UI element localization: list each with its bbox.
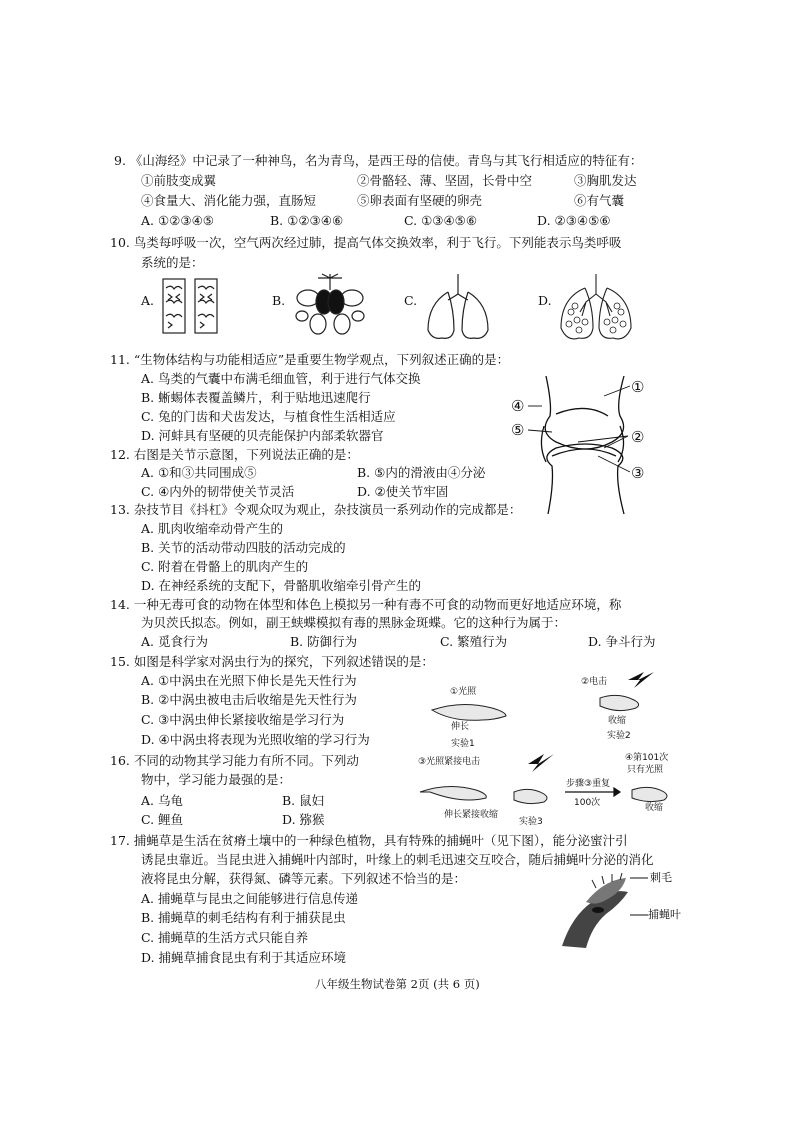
q17-option-a: A. 捕蝇草与昆虫之间能够进行信息传递 <box>141 891 358 906</box>
q16-option-d: D. 猕猴 <box>282 812 325 827</box>
q16-option-c: C. 鲤鱼 <box>141 812 184 827</box>
q15-option-d: D. ④中涡虫将表现为光照收缩的学习行为 <box>141 732 370 747</box>
q17-option-b: B. 捕蝇草的刺毛结构有利于捕获昆虫 <box>141 910 346 925</box>
q15-exp3-title: ③光照紧接电击 <box>418 757 481 767</box>
q13-stem: 13. 杂技节目《抖杠》令观众叹为观止，杂技演员一系列动作的完成都是： <box>110 502 522 517</box>
q14-option-a: A. 觅食行为 <box>141 634 208 649</box>
q11-stem: 11. “生物体结构与功能相适应”是重要生物学观点，下列叙述正确的是： <box>110 352 510 367</box>
q10-figure-d-mammal-lungs <box>557 272 635 346</box>
q9-option-a: A. ①②③④⑤ <box>141 213 215 228</box>
q15-stem: 15. 如图是科学家对涡虫行为的探究，下列叙述错误的是： <box>110 654 434 669</box>
q14-stem-line1: 14. 一种无毒可食的动物在体型和体色上模拟另一种有毒不可食的动物而更好地适应环境，称 <box>110 597 622 612</box>
q11-option-c: C. 兔的门齿和犬齿发达，与植食性生活相适应 <box>141 409 396 424</box>
q15-exp2-title: ②电击 <box>581 677 608 687</box>
q12-stem: 12. 右图是关节示意图，下列说法正确的是： <box>110 447 359 462</box>
q14-stem-line2: 为贝茨氏拟态。例如，副王蛱蝶模拟有毒的黑脉金斑蝶。它的这种行为属于： <box>141 615 567 630</box>
q14-option-b: B. 防御行为 <box>290 634 358 649</box>
q11-option-d: D. 河蚌具有坚硬的贝壳能保护内部柔软器官 <box>141 428 384 443</box>
q16-option-b: B. 鼠妇 <box>282 793 325 808</box>
q12-option-b: B. ⑤内的滑液由④分泌 <box>357 465 486 480</box>
q10-stem-line2: 系统的是： <box>141 255 204 270</box>
q16-stem-line1: 16. 不同的动物其学习能力有所不同。下列动 <box>110 753 359 768</box>
q15-exp1-title: ①光照 <box>450 687 477 697</box>
q12-option-c: C. ④内外的韧带使关节灵活 <box>141 484 295 499</box>
q9-item-5: ⑤卵表面有坚硬的卵壳 <box>357 193 483 208</box>
q12-label-1: ① <box>631 378 645 396</box>
q15-exp4-title-1: ④第101次 <box>625 753 669 763</box>
q17-stem-line2: 诱昆虫靠近。当昆虫进入捕蝇叶内部时，叶缘上的刺毛迅速交互咬合，随后捕蝇叶分泌的消化 <box>141 852 654 867</box>
q9-stem: 9. 《山海经》中记录了一种神鸟，名为青鸟，是西王母的信使。青鸟与其飞行相适应的特征有： <box>114 153 643 168</box>
q12-label-2: ② <box>631 428 645 446</box>
q13-option-b: B. 关节的活动带动四肢的活动完成的 <box>141 540 346 555</box>
q16-option-a: A. 乌龟 <box>141 793 183 808</box>
page-footer: 八年级生物试卷第 2页 (共 6 页) <box>315 977 480 991</box>
q10-label-d: D. <box>538 293 552 308</box>
q15-option-c: C. ③中涡虫伸长紧接收缩是学习行为 <box>141 712 345 727</box>
q15-exp2-state: 收缩 <box>608 716 627 726</box>
q10-figure-b-bird-lungs <box>290 272 370 336</box>
q15-exp1-name: 实验1 <box>451 739 475 749</box>
q12-option-d: D. ②使关节牢固 <box>357 484 449 499</box>
q15-exp1-state: 伸长 <box>451 722 470 732</box>
q10-label-b: B. <box>272 293 286 308</box>
q11-option-b: B. 蜥蜴体表覆盖鳞片，利于贴地迅速爬行 <box>141 390 371 405</box>
q17-label-spines: 刺毛 <box>650 871 672 884</box>
q15-option-a: A. ①中涡虫在光照下伸长是先天性行为 <box>141 673 357 688</box>
q9-option-c: C. ①③④⑤⑥ <box>404 213 478 228</box>
q11-option-a: A. 鸟类的气囊中布满毛细血管，利于进行气体交换 <box>141 371 421 386</box>
q17-stem-line3: 液将昆虫分解，获得氮、磷等元素。下列叙述不恰当的是： <box>141 871 467 886</box>
q10-figure-a-gill <box>160 276 220 336</box>
q15-exp3-name: 实验3 <box>519 817 543 827</box>
q10-stem-line1: 10. 鸟类每呼吸一次，空气两次经过肺，提高气体交换效率，利于飞行。下列能表示鸟类呼吸 <box>110 235 622 250</box>
q12-label-4: ④ <box>511 397 525 415</box>
q17-option-c: C. 捕蝇草的生活方式只能自养 <box>141 930 309 945</box>
q15-repeat-bottom: 100次 <box>574 798 601 808</box>
q16-stem-line2: 物中，学习能力最强的是： <box>141 772 292 787</box>
q17-option-d: D. 捕蝇草捕食昆虫有利于其适应环境 <box>141 950 347 965</box>
q17-pointer-lines <box>630 875 650 921</box>
q9-item-2: ②骨骼轻、薄、坚固，长骨中空 <box>357 173 533 188</box>
q9-item-1: ①前肢变成翼 <box>141 173 217 188</box>
q12-label-3: ③ <box>631 464 645 482</box>
q14-option-d: D. 争斗行为 <box>588 634 656 649</box>
q15-repeat-top: 步骤③重复 <box>566 779 611 789</box>
q15-exp2-name: 实验2 <box>607 731 631 741</box>
q15-exp4-title-2: 只有光照 <box>627 765 664 775</box>
q13-option-d: D. 在神经系统的支配下，骨骼肌收缩牵引骨产生的 <box>141 578 422 593</box>
q15-exp4-state: 收缩 <box>645 803 664 813</box>
q17-label-trap-leaf: 捕蝇叶 <box>648 908 681 921</box>
q12-label-5: ⑤ <box>511 421 525 439</box>
q9-option-d: D. ②③④⑤⑥ <box>537 213 611 228</box>
q17-venus-flytrap-photo <box>556 870 636 950</box>
q15-exp3-state: 伸长紧接收缩 <box>444 810 499 820</box>
q15-option-b: B. ②中涡虫被电击后收缩是先天性行为 <box>141 692 357 707</box>
q9-item-6: ⑥有气囊 <box>574 193 625 208</box>
q9-option-b: B. ①②③④⑥ <box>270 213 344 228</box>
q12-option-a: A. ①和③共同围成⑤ <box>141 465 257 480</box>
q9-item-4: ④食量大、消化能力强，直肠短 <box>141 193 317 208</box>
q9-item-3: ③胸肌发达 <box>574 173 637 188</box>
q14-option-c: C. 繁殖行为 <box>440 634 508 649</box>
q13-option-c: C. 附着在骨骼上的肌肉产生的 <box>141 559 309 574</box>
q17-stem-line1: 17. 捕蝇草是生活在贫瘠土壤中的一种绿色植物，具有特殊的捕蝇叶（见下图），能分泌蜜汁引 <box>110 833 628 848</box>
q10-label-a: A. <box>141 293 155 308</box>
q12-joint-diagram <box>508 372 678 518</box>
q13-option-a: A. 肌肉收缩牵动骨产生的 <box>141 521 283 536</box>
q10-figure-c-simple-lungs <box>422 272 494 344</box>
q10-label-c: C. <box>404 293 418 308</box>
